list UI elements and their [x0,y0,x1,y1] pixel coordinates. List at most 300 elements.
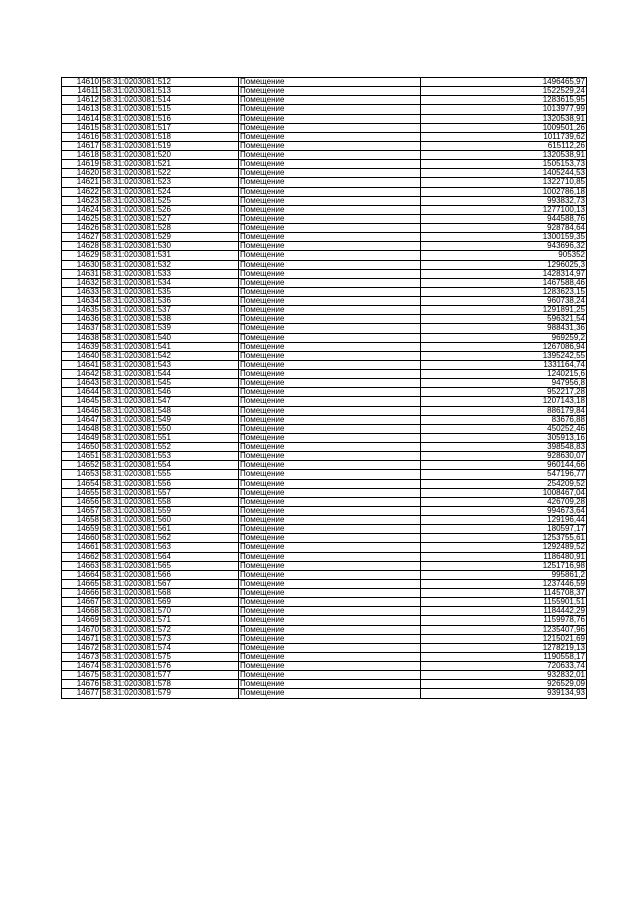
object-type-cell: Помещение [239,260,421,269]
object-type-cell: Помещение [239,607,421,616]
cadastral-value-cell: 1009501,26 [421,123,587,132]
cadastral-value-cell: 1522529,24 [421,87,587,96]
row-number-cell: 14664 [62,570,101,579]
cadastral-number-cell: 58:31:0203081:537 [101,306,239,315]
table-row [62,187,587,196]
object-type-cell: Помещение [239,570,421,579]
table-row [62,123,587,132]
cadastral-number-cell: 58:31:0203081:544 [101,370,239,379]
row-number-cell: 14675 [62,671,101,680]
row-number-cell: 14618 [62,151,101,160]
table-body [62,78,587,699]
cadastral-value-cell: 1291891,25 [421,306,587,315]
row-number-cell: 14641 [62,360,101,369]
object-type-cell: Помещение [239,324,421,333]
object-type-cell: Помещение [239,525,421,534]
table-row [62,643,587,652]
cadastral-value-cell: 1467588,46 [421,278,587,287]
cadastral-value-cell: 932832,01 [421,671,587,680]
cadastral-number-cell: 58:31:0203081:571 [101,616,239,625]
cadastral-value-cell: 1190558,17 [421,652,587,661]
cadastral-number-cell: 58:31:0203081:547 [101,397,239,406]
table-row [62,689,587,698]
cadastral-number-cell: 58:31:0203081:575 [101,652,239,661]
row-number-cell: 14655 [62,488,101,497]
cadastral-value-cell: 1155901,51 [421,598,587,607]
cadastral-number-cell: 58:31:0203081:515 [101,105,239,114]
cadastral-value-cell: 129196,44 [421,516,587,525]
cadastral-value-cell: 1145708,37 [421,589,587,598]
table-row [62,196,587,205]
cadastral-value-cell: 928784,64 [421,224,587,233]
cadastral-value-cell: 960144,66 [421,461,587,470]
row-number-cell: 14653 [62,470,101,479]
row-number-cell: 14659 [62,525,101,534]
cadastral-number-cell: 58:31:0203081:528 [101,224,239,233]
table-row [62,205,587,214]
row-number-cell: 14614 [62,114,101,123]
cadastral-number-cell: 58:31:0203081:578 [101,680,239,689]
object-type-cell: Помещение [239,589,421,598]
object-type-cell: Помещение [239,160,421,169]
cadastral-number-cell: 58:31:0203081:527 [101,214,239,223]
table-row [62,260,587,269]
cadastral-number-cell: 58:31:0203081:563 [101,543,239,552]
table-row [62,561,587,570]
table-row [62,479,587,488]
object-type-cell: Помещение [239,178,421,187]
object-type-cell: Помещение [239,506,421,515]
cadastral-number-cell: 58:31:0203081:526 [101,205,239,214]
object-type-cell: Помещение [239,169,421,178]
cadastral-number-cell: 58:31:0203081:550 [101,424,239,433]
table-row [62,598,587,607]
cadastral-number-cell: 58:31:0203081:521 [101,160,239,169]
cadastral-number-cell: 58:31:0203081:574 [101,643,239,652]
object-type-cell: Помещение [239,78,421,87]
table-row [62,452,587,461]
cadastral-value-cell: 615112,26 [421,141,587,150]
object-type-cell: Помещение [239,488,421,497]
cadastral-value-cell: 426709,28 [421,497,587,506]
cadastral-value-cell: 1253755,61 [421,534,587,543]
cadastral-number-cell: 58:31:0203081:565 [101,561,239,570]
table-row [62,415,587,424]
table-row [62,306,587,315]
table-row [62,470,587,479]
cadastral-value-cell: 1013977,99 [421,105,587,114]
cadastral-value-cell: 1002786,18 [421,187,587,196]
object-type-cell: Помещение [239,516,421,525]
object-type-cell: Помещение [239,114,421,123]
object-type-cell: Помещение [239,561,421,570]
cadastral-number-cell: 58:31:0203081:576 [101,662,239,671]
cadastral-value-cell: 1320538,91 [421,114,587,123]
table-row [62,96,587,105]
cadastral-value-cell: 305913,16 [421,433,587,442]
cadastral-value-cell: 398548,83 [421,443,587,452]
cadastral-number-cell: 58:31:0203081:549 [101,415,239,424]
object-type-cell: Помещение [239,680,421,689]
row-number-cell: 14631 [62,269,101,278]
object-type-cell: Помещение [239,251,421,260]
table-row [62,397,587,406]
cadastral-value-cell: 1267086,94 [421,342,587,351]
cadastral-value-cell: 947956,8 [421,379,587,388]
table-row [62,360,587,369]
object-type-cell: Помещение [239,625,421,634]
cadastral-number-cell: 58:31:0203081:553 [101,452,239,461]
table-row [62,287,587,296]
object-type-cell: Помещение [239,96,421,105]
cadastral-number-cell: 58:31:0203081:538 [101,315,239,324]
object-type-cell: Помещение [239,543,421,552]
cadastral-number-cell: 58:31:0203081:518 [101,132,239,141]
cadastral-value-cell: 450252,46 [421,424,587,433]
cadastral-number-cell: 58:31:0203081:562 [101,534,239,543]
cadastral-value-cell: 1186480,91 [421,552,587,561]
object-type-cell: Помещение [239,342,421,351]
cadastral-value-cell: 994673,64 [421,506,587,515]
table-row [62,105,587,114]
object-type-cell: Помещение [239,306,421,315]
table-row [62,178,587,187]
row-number-cell: 14633 [62,287,101,296]
table-row [62,671,587,680]
object-type-cell: Помещение [239,105,421,114]
row-number-cell: 14612 [62,96,101,105]
table-row [62,251,587,260]
cadastral-value-cell: 905352 [421,251,587,260]
cadastral-number-cell: 58:31:0203081:540 [101,333,239,342]
cadastral-value-cell: 1505153,73 [421,160,587,169]
cadastral-value-cell: 180597,17 [421,525,587,534]
cadastral-value-cell: 596321,54 [421,315,587,324]
table-row [62,269,587,278]
row-number-cell: 14668 [62,607,101,616]
row-number-cell: 14626 [62,224,101,233]
row-number-cell: 14669 [62,616,101,625]
cadastral-number-cell: 58:31:0203081:569 [101,598,239,607]
object-type-cell: Помещение [239,433,421,442]
cadastral-value-cell: 943696,32 [421,242,587,251]
object-type-cell: Помещение [239,351,421,360]
table-row [62,616,587,625]
row-number-cell: 14610 [62,78,101,87]
table-row [62,662,587,671]
cadastral-number-cell: 58:31:0203081:568 [101,589,239,598]
object-type-cell: Помещение [239,196,421,205]
cadastral-value-cell: 1331164,74 [421,360,587,369]
cadastral-value-cell: 547196,77 [421,470,587,479]
row-number-cell: 14640 [62,351,101,360]
cadastral-number-cell: 58:31:0203081:572 [101,625,239,634]
object-type-cell: Помещение [239,652,421,661]
table-row [62,333,587,342]
cadastral-value-cell: 1320538,91 [421,151,587,160]
table-row [62,506,587,515]
object-type-cell: Помещение [239,671,421,680]
cadastral-value-cell: 993832,73 [421,196,587,205]
cadastral-value-cell: 1237446,59 [421,579,587,588]
cadastral-number-cell: 58:31:0203081:567 [101,579,239,588]
table-row [62,78,587,87]
row-number-cell: 14673 [62,652,101,661]
object-type-cell: Помещение [239,497,421,506]
cadastral-number-cell: 58:31:0203081:534 [101,278,239,287]
table-row [62,297,587,306]
table-row [62,607,587,616]
cadastral-value-cell: 886179,84 [421,406,587,415]
table-row [62,370,587,379]
row-number-cell: 14672 [62,643,101,652]
row-number-cell: 14657 [62,506,101,515]
cadastral-value-cell: 1184442,29 [421,607,587,616]
table-row [62,315,587,324]
object-type-cell: Помещение [239,388,421,397]
object-type-cell: Помещение [239,552,421,561]
row-number-cell: 14648 [62,424,101,433]
table-row [62,516,587,525]
cadastral-value-cell: 1428314,97 [421,269,587,278]
table-row [62,141,587,150]
object-type-cell: Помещение [239,579,421,588]
cadastral-number-cell: 58:31:0203081:556 [101,479,239,488]
cadastral-number-cell: 58:31:0203081:559 [101,506,239,515]
row-number-cell: 14677 [62,689,101,698]
row-number-cell: 14643 [62,379,101,388]
row-number-cell: 14676 [62,680,101,689]
cadastral-value-cell: 1235407,96 [421,625,587,634]
object-type-cell: Помещение [239,287,421,296]
cadastral-number-cell: 58:31:0203081:517 [101,123,239,132]
cadastral-value-cell: 939134,93 [421,689,587,698]
object-type-cell: Помещение [239,616,421,625]
row-number-cell: 14636 [62,315,101,324]
cadastral-value-cell: 1395242,55 [421,351,587,360]
table-row [62,214,587,223]
table-row [62,132,587,141]
row-number-cell: 14661 [62,543,101,552]
table-row [62,351,587,360]
object-type-cell: Помещение [239,233,421,242]
cadastral-value-table [61,77,587,699]
row-number-cell: 14665 [62,579,101,588]
cadastral-number-cell: 58:31:0203081:560 [101,516,239,525]
cadastral-number-cell: 58:31:0203081:566 [101,570,239,579]
cadastral-number-cell: 58:31:0203081:541 [101,342,239,351]
table-row [62,488,587,497]
row-number-cell: 14613 [62,105,101,114]
cadastral-number-cell: 58:31:0203081:546 [101,388,239,397]
cadastral-value-cell: 1251716,98 [421,561,587,570]
table-row [62,543,587,552]
row-number-cell: 14624 [62,205,101,214]
cadastral-value-cell: 926529,09 [421,680,587,689]
cadastral-number-cell: 58:31:0203081:551 [101,433,239,442]
row-number-cell: 14656 [62,497,101,506]
row-number-cell: 14620 [62,169,101,178]
cadastral-value-cell: 988431,36 [421,324,587,333]
object-type-cell: Помещение [239,470,421,479]
table-row [62,151,587,160]
row-number-cell: 14625 [62,214,101,223]
cadastral-number-cell: 58:31:0203081:533 [101,269,239,278]
cadastral-number-cell: 58:31:0203081:522 [101,169,239,178]
cadastral-number-cell: 58:31:0203081:545 [101,379,239,388]
object-type-cell: Помещение [239,452,421,461]
object-type-cell: Помещение [239,224,421,233]
row-number-cell: 14647 [62,415,101,424]
cadastral-number-cell: 58:31:0203081:579 [101,689,239,698]
cadastral-value-cell: 1283623,15 [421,287,587,296]
object-type-cell: Помещение [239,397,421,406]
row-number-cell: 14615 [62,123,101,132]
row-number-cell: 14666 [62,589,101,598]
cadastral-number-cell: 58:31:0203081:531 [101,251,239,260]
object-type-cell: Помещение [239,333,421,342]
row-number-cell: 14645 [62,397,101,406]
row-number-cell: 14652 [62,461,101,470]
object-type-cell: Помещение [239,379,421,388]
object-type-cell: Помещение [239,123,421,132]
cadastral-value-cell: 720633,74 [421,662,587,671]
table-row [62,497,587,506]
cadastral-number-cell: 58:31:0203081:516 [101,114,239,123]
table-row [62,552,587,561]
cadastral-number-cell: 58:31:0203081:525 [101,196,239,205]
cadastral-value-cell: 969259,2 [421,333,587,342]
table-row [62,589,587,598]
cadastral-value-cell: 254209,52 [421,479,587,488]
object-type-cell: Помещение [239,662,421,671]
row-number-cell: 14638 [62,333,101,342]
object-type-cell: Помещение [239,269,421,278]
row-number-cell: 14667 [62,598,101,607]
object-type-cell: Помещение [239,598,421,607]
cadastral-number-cell: 58:31:0203081:512 [101,78,239,87]
table-row [62,634,587,643]
object-type-cell: Помещение [239,315,421,324]
document-page [61,77,585,699]
cadastral-value-cell: 928630,07 [421,452,587,461]
table-row [62,114,587,123]
table-row [62,342,587,351]
cadastral-number-cell: 58:31:0203081:570 [101,607,239,616]
cadastral-value-cell: 1277100,13 [421,205,587,214]
cadastral-number-cell: 58:31:0203081:536 [101,297,239,306]
table-row [62,379,587,388]
row-number-cell: 14621 [62,178,101,187]
table-row [62,443,587,452]
row-number-cell: 14651 [62,452,101,461]
object-type-cell: Помещение [239,141,421,150]
cadastral-number-cell: 58:31:0203081:552 [101,443,239,452]
row-number-cell: 14629 [62,251,101,260]
cadastral-number-cell: 58:31:0203081:535 [101,287,239,296]
row-number-cell: 14622 [62,187,101,196]
row-number-cell: 14619 [62,160,101,169]
table-row [62,652,587,661]
object-type-cell: Помещение [239,689,421,698]
object-type-cell: Помещение [239,214,421,223]
cadastral-value-cell: 1296025,3 [421,260,587,269]
cadastral-value-cell: 960738,24 [421,297,587,306]
cadastral-value-cell: 1011739,62 [421,132,587,141]
cadastral-number-cell: 58:31:0203081:523 [101,178,239,187]
table-row [62,278,587,287]
table-row [62,680,587,689]
cadastral-value-cell: 944588,76 [421,214,587,223]
table-row [62,424,587,433]
cadastral-number-cell: 58:31:0203081:548 [101,406,239,415]
cadastral-value-cell: 995861,2 [421,570,587,579]
cadastral-value-cell: 1207143,18 [421,397,587,406]
table-row [62,388,587,397]
object-type-cell: Помещение [239,424,421,433]
cadastral-value-cell: 1240215,6 [421,370,587,379]
object-type-cell: Помещение [239,479,421,488]
cadastral-number-cell: 58:31:0203081:519 [101,141,239,150]
table-row [62,534,587,543]
object-type-cell: Помещение [239,360,421,369]
cadastral-number-cell: 58:31:0203081:577 [101,671,239,680]
table-row [62,570,587,579]
row-number-cell: 14670 [62,625,101,634]
object-type-cell: Помещение [239,643,421,652]
table-row [62,160,587,169]
table-row [62,406,587,415]
cadastral-number-cell: 58:31:0203081:554 [101,461,239,470]
row-number-cell: 14635 [62,306,101,315]
cadastral-number-cell: 58:31:0203081:573 [101,634,239,643]
cadastral-number-cell: 58:31:0203081:530 [101,242,239,251]
object-type-cell: Помещение [239,634,421,643]
cadastral-value-cell: 1159978,76 [421,616,587,625]
object-type-cell: Помещение [239,370,421,379]
row-number-cell: 14623 [62,196,101,205]
object-type-cell: Помещение [239,443,421,452]
cadastral-value-cell: 952217,28 [421,388,587,397]
table-row [62,625,587,634]
cadastral-number-cell: 58:31:0203081:542 [101,351,239,360]
table-row [62,525,587,534]
cadastral-number-cell: 58:31:0203081:539 [101,324,239,333]
row-number-cell: 14634 [62,297,101,306]
cadastral-value-cell: 1300159,35 [421,233,587,242]
table-row [62,579,587,588]
cadastral-value-cell: 1283615,95 [421,96,587,105]
object-type-cell: Помещение [239,461,421,470]
object-type-cell: Помещение [239,205,421,214]
row-number-cell: 14611 [62,87,101,96]
cadastral-value-cell: 83676,88 [421,415,587,424]
row-number-cell: 14632 [62,278,101,287]
table-row [62,224,587,233]
cadastral-number-cell: 58:31:0203081:524 [101,187,239,196]
row-number-cell: 14627 [62,233,101,242]
object-type-cell: Помещение [239,415,421,424]
row-number-cell: 14644 [62,388,101,397]
object-type-cell: Помещение [239,406,421,415]
object-type-cell: Помещение [239,278,421,287]
cadastral-number-cell: 58:31:0203081:513 [101,87,239,96]
table-row [62,242,587,251]
cadastral-value-cell: 1215021,69 [421,634,587,643]
row-number-cell: 14628 [62,242,101,251]
object-type-cell: Помещение [239,87,421,96]
row-number-cell: 14660 [62,534,101,543]
